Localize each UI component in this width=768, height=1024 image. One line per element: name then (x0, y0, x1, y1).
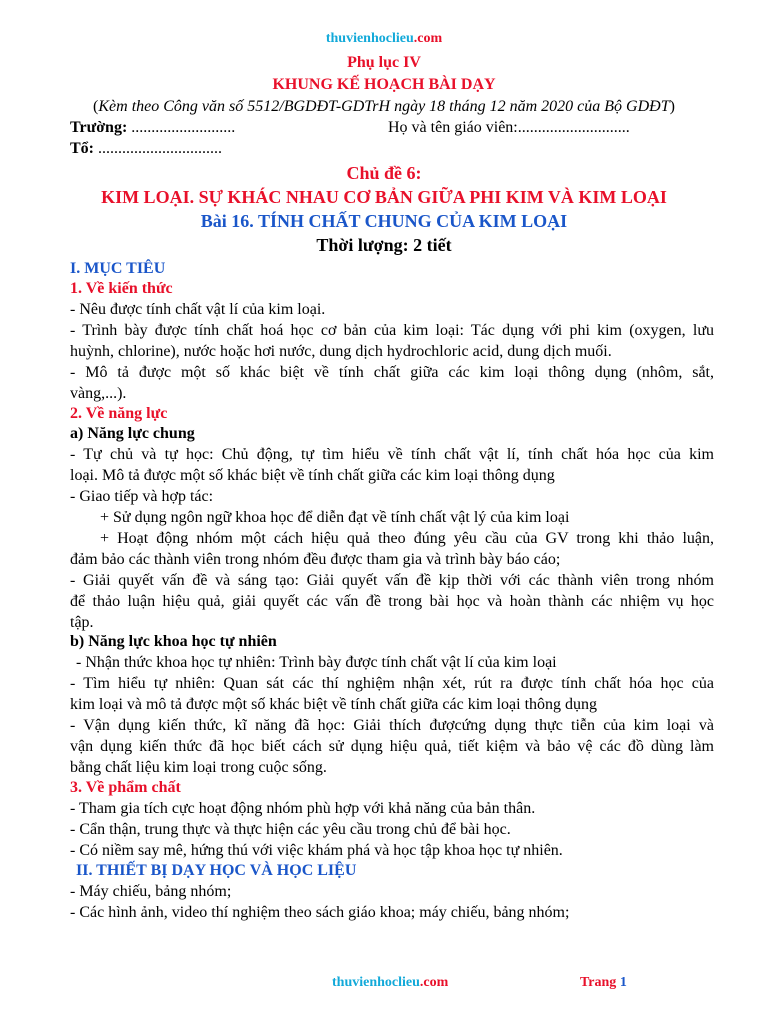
science-competence-line: bằng chất liệu kim loại trong cuộc sống. (70, 759, 327, 776)
general-competence-line: để thảo luận hiệu quả, giải quyết các vấn đề trong bài học và hoàn thành các nhiệm vụ học (70, 593, 714, 610)
appendix-label: Phụ lục IV (347, 54, 421, 71)
knowledge-heading: 1. Về kiến thức (70, 280, 173, 297)
plan-title: KHUNG KẾ HOẠCH BÀI DẠY (272, 76, 496, 93)
general-competence-line: tập. (70, 614, 94, 631)
science-competence-line: vận dụng kiến thức đã học biết cách sử dụng hiệu quả, tiết kiệm và bảo vệ các đồ dùng làm (70, 738, 714, 755)
chapter-label: Chủ đề 6: (346, 163, 422, 183)
knowledge-line: huỳnh, chlorine), nước hoặc hơi nước, dung dịch hydrochloric acid, dung dịch muối. (70, 343, 612, 360)
group-line: Tổ: ............................... (70, 140, 222, 157)
general-competence-line: - Giao tiếp và hợp tác: (70, 488, 214, 505)
footer-brand[interactable]: thuvienhoclieu.com (332, 975, 449, 990)
section-2-heading: II. THIẾT BỊ DẠY HỌC VÀ HỌC LIỆU (76, 862, 357, 879)
plan-subtitle: (Kèm theo Công văn số 5512/BGDĐT-GDTrH ngày 18 tháng 12 năm 2020 của Bộ GDĐT) (93, 98, 675, 115)
science-competence-heading: b) Năng lực khoa học tự nhiên (70, 633, 277, 650)
general-competence-line: đảm bảo các thành viên trong nhóm đều được tham gia và trình bày báo cáo; (70, 551, 561, 568)
equipment-line: - Các hình ảnh, video thí nghiệm theo sách giáo khoa; máy chiếu, bảng nhóm; (70, 904, 570, 921)
equipment-line: - Máy chiếu, bảng nhóm; (70, 883, 232, 900)
science-competence-line: - Vận dụng kiến thức, kĩ năng đã học: Giải thích đượcứng dụng thực tiễn của kim loại và (70, 717, 714, 734)
general-competence-line: - Tự chủ và tự học: Chủ động, tự tìm hiểu về tính chất vật lí, tính chất hóa học của kim (70, 446, 714, 463)
lesson-duration: Thời lượng: 2 tiết (316, 235, 452, 255)
general-competence-line: loại. Mô tả được một số khác biệt về tính chất giữa các kim loại thông dụng (70, 467, 555, 484)
knowledge-line: vàng,...). (70, 385, 127, 402)
qualities-line: - Có niềm say mê, hứng thú với việc khám phá và học tập khoa học tự nhiên. (70, 842, 563, 859)
teacher-line: Họ và tên giáo viên:............................ (388, 119, 630, 136)
general-competence-line: + Hoạt động nhóm một cách hiệu quả theo đúng yêu cầu của GV trong khi thảo luận, (100, 530, 714, 547)
general-competence-line: + Sử dụng ngôn ngữ khoa học để diễn đạt về tính chất vật lý của kim loại (100, 509, 570, 526)
qualities-heading: 3. Về phẩm chất (70, 779, 181, 796)
section-1-heading: I. MỤC TIÊU (70, 260, 166, 277)
lesson-title: Bài 16. TÍNH CHẤT CHUNG CỦA KIM LOẠI (200, 211, 568, 231)
header-brand[interactable]: thuvienhoclieu.com (325, 31, 443, 46)
qualities-line: - Cẩn thận, trung thực và thực hiện các yêu cầu trong chủ để bài học. (70, 821, 511, 838)
science-competence-line: - Nhận thức khoa học tự nhiên: Trình bày được tính chất vật lí của kim loại (76, 654, 557, 671)
page-number: Trang 1 (580, 975, 627, 990)
competence-heading: 2. Về năng lực (70, 405, 168, 422)
knowledge-line: - Mô tả được một số khác biệt về tính chất giữa các kim loại thông dụng (nhôm, sắt, (70, 364, 714, 381)
knowledge-line: - Trình bày được tính chất hoá học cơ bản của kim loại: Tác dụng với phi kim (oxygen, lưu (70, 322, 714, 339)
knowledge-line: - Nêu được tính chất vật lí của kim loại. (70, 301, 326, 318)
science-competence-line: - Tìm hiểu tự nhiên: Quan sát các thí nghiệm nhận xét, rút ra được tính chất hóa học của (70, 675, 714, 692)
qualities-line: - Tham gia tích cực hoạt động nhóm phù hợp với khả năng của bản thân. (70, 800, 536, 817)
chapter-title: KIM LOẠI. SỰ KHÁC NHAU CƠ BẢN GIỮA PHI KIM VÀ KIM LOẠI (101, 187, 667, 207)
general-competence-heading: a) Năng lực chung (70, 425, 195, 442)
school-line: Trường: .......................... (70, 119, 236, 136)
science-competence-line: kim loại và mô tả được một số khác biệt về tính chất giữa các kim loại thông dụng (70, 696, 598, 713)
general-competence-line: - Giải quyết vấn đề và sáng tạo: Giải quyết vấn đề kịp thời với các thành viên trong nhóm (70, 572, 714, 589)
